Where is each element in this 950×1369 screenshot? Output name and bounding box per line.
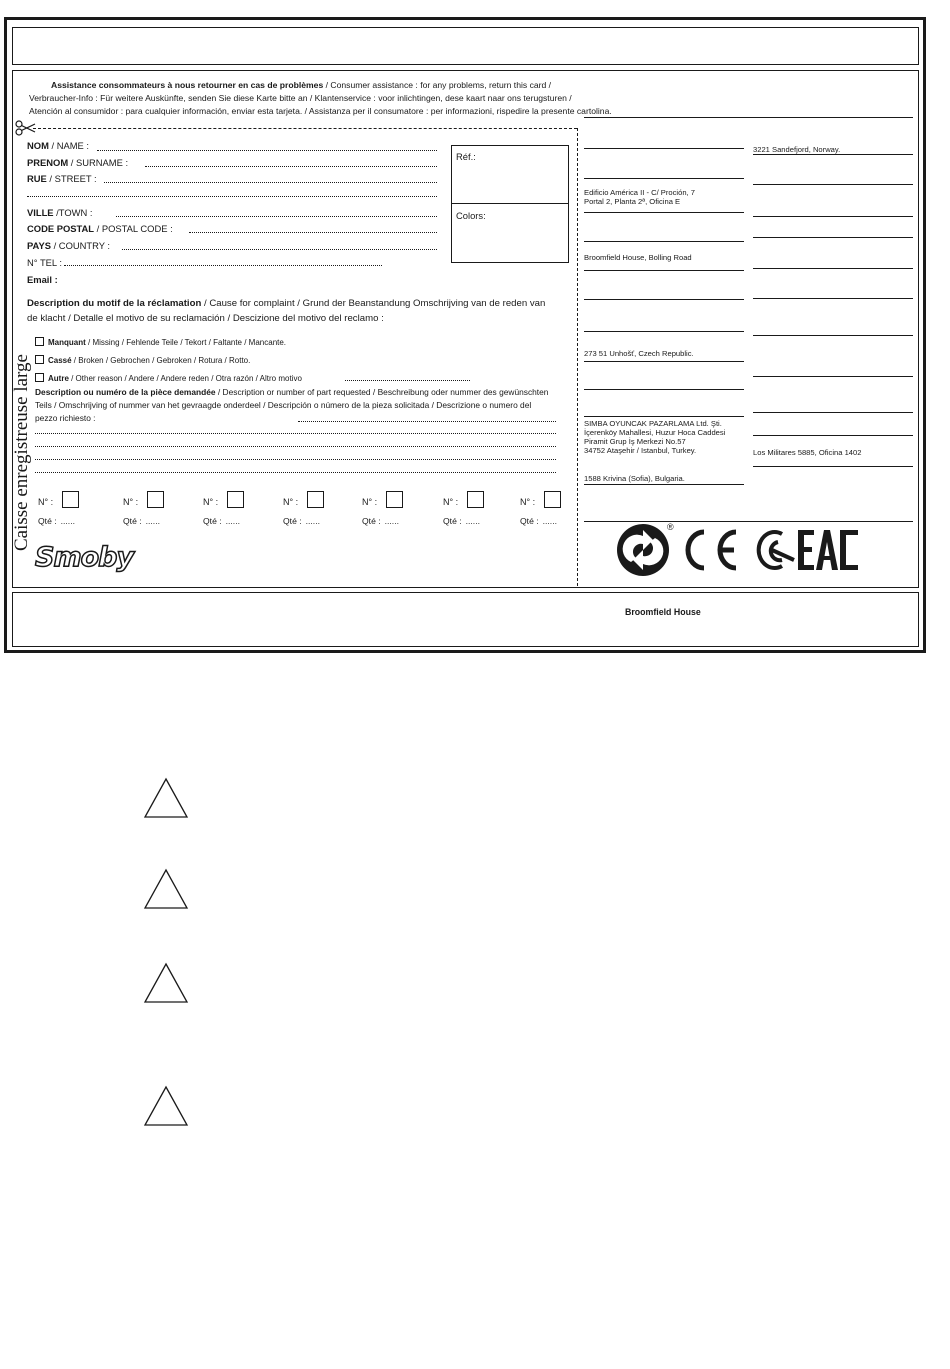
town-label: VILLE /TOWN : bbox=[27, 207, 93, 218]
town-field[interactable] bbox=[116, 216, 437, 217]
qty-label-text: Qté : bbox=[362, 516, 381, 526]
part-number-label: N° : bbox=[203, 497, 219, 507]
missing-checkbox[interactable] bbox=[35, 337, 44, 346]
broken-checkbox[interactable] bbox=[35, 355, 44, 364]
address-rule bbox=[753, 298, 913, 299]
qty-label-text: Qté : bbox=[283, 516, 302, 526]
postal-label: CODE POSTAL / POSTAL CODE : bbox=[27, 223, 173, 234]
country-field[interactable] bbox=[122, 249, 437, 250]
part-number-box[interactable] bbox=[386, 491, 403, 508]
qty-label-text: Qté : bbox=[203, 516, 222, 526]
address-spain-1: Edificio América II - C/ Proción, 7 bbox=[584, 188, 695, 197]
complaint-title: Description du motif de la réclamation / Cause for complaint / Grund der Beanstandung Omschrijving van de reden van de klacht / Detalle el motivo de su reclamación / Descizione del motivo del reclamo : bbox=[27, 298, 546, 324]
header-line-3: Atención al consumidor : para cualquier información, enviar esta tarjeta. / Assistanza per il consumatore : per informazioni, rispedire la presente cartolina. bbox=[29, 106, 612, 116]
bottom-address: Broomfield House bbox=[625, 607, 701, 617]
qty-label-text: Qté : bbox=[443, 516, 462, 526]
part-number-label: N° : bbox=[123, 497, 139, 507]
ref-colors-box bbox=[451, 145, 569, 263]
header-line-1: Assistance consommateurs à nous retourner en cas de problèmes / Consumer assistance : for any problems, return this card / bbox=[51, 80, 552, 90]
street-field[interactable] bbox=[104, 182, 437, 183]
address-rule bbox=[584, 299, 744, 300]
address-rule bbox=[584, 389, 744, 390]
registered-mark: ® bbox=[667, 522, 674, 532]
country-label: PAYS / COUNTRY : bbox=[27, 240, 111, 251]
ce-mark-icon bbox=[688, 532, 736, 568]
part-number-label: N° : bbox=[362, 497, 378, 507]
part-number-label: N° : bbox=[443, 497, 459, 507]
address-rule bbox=[584, 178, 744, 179]
name-label: NOM / NAME : bbox=[27, 140, 89, 151]
qty-dots[interactable]: ...... bbox=[305, 516, 320, 526]
qty-dots[interactable]: ...... bbox=[145, 516, 160, 526]
scissors-icon bbox=[15, 120, 37, 136]
option-broken[interactable]: Cassé / Broken / Gebrochen / Gebroken / Rotura / Rotto. bbox=[35, 355, 250, 365]
street-label: RUE / STREET : bbox=[27, 173, 97, 184]
qty-dots[interactable]: ...... bbox=[465, 516, 480, 526]
part-number-box[interactable] bbox=[227, 491, 244, 508]
part-field-line-1[interactable] bbox=[298, 421, 556, 422]
certification-marks bbox=[614, 520, 864, 576]
address-turkey-1: SIMBA OYUNCAK PAZARLAMA Ltd. Şti. bbox=[584, 419, 722, 428]
address-rule bbox=[584, 117, 913, 118]
address-rule bbox=[584, 416, 744, 417]
qty-label-text: Qté : bbox=[123, 516, 142, 526]
part-qty-label bbox=[520, 516, 557, 526]
address-rule bbox=[584, 212, 744, 213]
side-label: Caisse enregistreuse large bbox=[11, 354, 32, 551]
address-rule bbox=[584, 484, 744, 485]
warning-triangle-icon bbox=[143, 777, 189, 819]
option-missing[interactable]: Manquant / Missing / Fehlende Teile / Tekort / Faltante / Mancante. bbox=[35, 337, 286, 347]
address-rule bbox=[584, 241, 744, 242]
address-rule bbox=[753, 154, 913, 155]
address-rule bbox=[584, 270, 744, 271]
ref-label: Réf.: bbox=[456, 151, 476, 162]
header-line-2: Verbraucher-Info : Für weitere Auskünfte, senden Sie diese Karte bitte an / Klantenservice : voor inlichtingen, dese kaart naar ons terugsturen / bbox=[29, 93, 572, 103]
ref-colors-divider bbox=[452, 203, 568, 204]
colors-label: Colors: bbox=[456, 210, 486, 221]
warning-triangle-icon bbox=[143, 1085, 189, 1127]
smoby-logo: Smoby bbox=[35, 542, 134, 573]
card-top-strip bbox=[12, 27, 919, 65]
part-title: Description ou numéro de la pièce demandée / Description or number of part requested / Beschreibung oder nummer des gewünschten Teils / Omschrijving of nummer van het gevraagde onderdeel / Descripción o número de la pieza solicitada / Descrizione o numero del pezzo richiesto : bbox=[35, 387, 549, 423]
other-reason-field[interactable] bbox=[345, 380, 470, 381]
address-turkey-4: 34752 Ataşehir / Istanbul, Turkey. bbox=[584, 446, 697, 455]
firstname-label: PRENOM / SURNAME : bbox=[27, 157, 129, 168]
part-number-label: N° : bbox=[520, 497, 536, 507]
part-number-box[interactable] bbox=[467, 491, 484, 508]
address-czech: 273 51 Unhošť, Czech Republic. bbox=[584, 349, 694, 358]
address-rule bbox=[753, 335, 913, 336]
eac-mark-icon bbox=[798, 530, 858, 570]
part-number-box[interactable] bbox=[544, 491, 561, 508]
name-field[interactable] bbox=[97, 150, 437, 151]
address-spain-2: Portal 2, Planta 2ª, Oficina E bbox=[584, 197, 681, 206]
address-rule bbox=[753, 268, 913, 269]
part-number-box[interactable] bbox=[307, 491, 324, 508]
qty-label-text: Qté : bbox=[520, 516, 539, 526]
qty-label-text: Qté : bbox=[38, 516, 57, 526]
address-rule bbox=[753, 412, 913, 413]
part-field-line-5[interactable] bbox=[35, 472, 556, 473]
option-other[interactable]: Autre / Other reason / Andere / Andere reden / Otra razón / Altro motivo bbox=[35, 373, 302, 383]
qty-dots[interactable]: ...... bbox=[60, 516, 75, 526]
cut-line-horizontal bbox=[33, 128, 577, 129]
part-qty-label bbox=[283, 516, 320, 526]
cut-line-vertical bbox=[577, 128, 578, 586]
street-field-line-2[interactable] bbox=[27, 196, 437, 197]
part-qty-label bbox=[38, 516, 75, 526]
address-chile: Los Militares 5885, Oficina 1402 bbox=[753, 448, 862, 457]
email-label: Email : bbox=[27, 274, 58, 285]
part-qty-label bbox=[203, 516, 240, 526]
address-rule bbox=[753, 376, 913, 377]
address-rule bbox=[753, 435, 913, 436]
tel-label: N° TEL : bbox=[27, 257, 63, 268]
address-rule bbox=[753, 216, 913, 217]
qty-dots[interactable]: ...... bbox=[384, 516, 399, 526]
address-rule bbox=[753, 237, 913, 238]
part-number-box[interactable] bbox=[62, 491, 79, 508]
firstname-field[interactable] bbox=[145, 166, 437, 167]
part-field-line-4[interactable] bbox=[35, 459, 556, 460]
address-norway: 3221 Sandefjord, Norway. bbox=[753, 145, 841, 154]
warning-triangle-icon bbox=[143, 868, 189, 910]
address-rule bbox=[584, 148, 744, 149]
qty-dots[interactable]: ...... bbox=[225, 516, 240, 526]
part-number-label: N° : bbox=[38, 497, 54, 507]
c-tick-icon bbox=[759, 532, 794, 568]
address-uk: Broomfield House, Bolling Road bbox=[584, 253, 692, 262]
part-qty-label bbox=[362, 516, 399, 526]
card-bottom-strip bbox=[12, 592, 919, 647]
address-rule bbox=[584, 361, 744, 362]
part-qty-label bbox=[123, 516, 160, 526]
warning-triangle-icon bbox=[143, 962, 189, 1004]
part-field-line-2[interactable] bbox=[35, 433, 556, 434]
address-bulgaria: 1588 Krivina (Sofia), Bulgaria. bbox=[584, 474, 685, 483]
address-turkey-2: İçerenköy Mahallesi, Huzur Hoca Caddesi bbox=[584, 428, 726, 437]
green-dot-recycle-icon bbox=[617, 524, 669, 576]
other-checkbox[interactable] bbox=[35, 373, 44, 382]
address-rule bbox=[584, 331, 744, 332]
part-field-line-3[interactable] bbox=[35, 446, 556, 447]
address-rule bbox=[753, 184, 913, 185]
address-turkey-3: Piramit Grup İş Merkezi No.57 bbox=[584, 437, 686, 446]
tel-field[interactable] bbox=[64, 265, 382, 266]
postal-field[interactable] bbox=[189, 232, 437, 233]
part-qty-label bbox=[443, 516, 480, 526]
qty-dots[interactable]: ...... bbox=[542, 516, 557, 526]
address-rule bbox=[753, 466, 913, 467]
part-number-box[interactable] bbox=[147, 491, 164, 508]
part-number-label: N° : bbox=[283, 497, 299, 507]
